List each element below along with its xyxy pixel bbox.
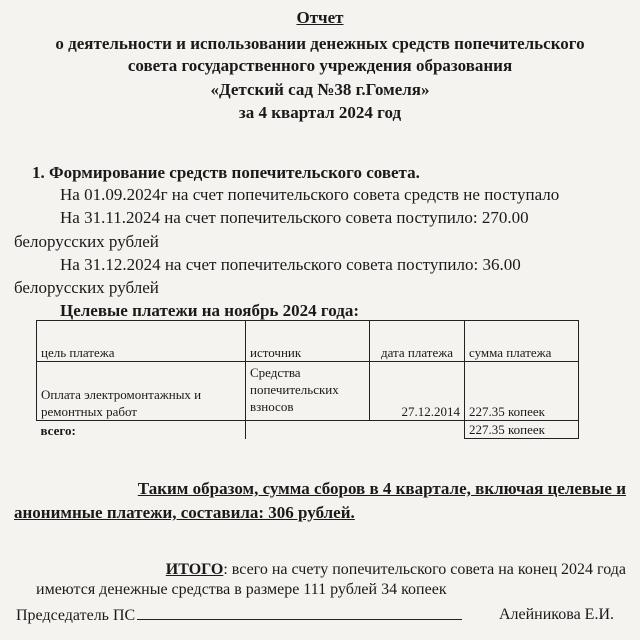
payments-table (36, 320, 579, 439)
header-purpose: цель платежа (37, 321, 246, 362)
table-total-row (37, 421, 579, 439)
signature-role: Председатель ПС (16, 607, 136, 624)
header-source: источник (246, 321, 370, 362)
paragraph-2-line-2: белорусских рублей (14, 232, 159, 251)
summary-line-2: анонимные платежи, составила: 306 рублей. (14, 503, 355, 522)
header-amount: сумма платежа (465, 321, 579, 362)
title-line-2: о деятельности и использовании денежных средств попечительского (55, 34, 585, 53)
table-header-row (37, 321, 579, 362)
title-line-4: «Детский сад №38 г.Гомеля» (210, 80, 430, 99)
cell-source: Средства попечительских взносов (246, 362, 370, 421)
signature-name: Алейникова Е.И. (498, 606, 614, 623)
total-empty-source (246, 421, 370, 439)
summary-line-1: Таким образом, сумма сборов в 4 квартале, включая целевые и (137, 479, 626, 498)
itogo-label: ИТОГО (165, 561, 224, 578)
itogo-line-1 (14, 560, 626, 580)
header-date: дата платежа (370, 321, 465, 362)
signature-underline (137, 605, 462, 620)
total-amount: 227.35 копеек (465, 421, 579, 439)
itogo-line-2: имеются денежные средства в размере 111 рублей 34 копеек (36, 581, 447, 598)
title-line-5: за 4 квартал 2024 год (238, 103, 402, 122)
itogo-text: : всего на счету попечительского совета на конец 2024 года (223, 561, 626, 578)
title-line-3: совета государственного учреждения образования (127, 56, 513, 75)
title-report-word: Отчет (296, 8, 344, 27)
table-row (37, 362, 579, 421)
signature-line (16, 605, 616, 626)
cell-amount: 227.35 копеек (465, 362, 579, 421)
cell-purpose: Оплата электромонтажных и ремонтных работ (37, 362, 246, 421)
paragraph-3-line-2: белорусских рублей (14, 278, 159, 297)
paragraph-3-line-1: На 31.12.2024 на счет попечительского совета поступило: 36.00 (60, 255, 521, 274)
paragraph-2-line-1: На 31.11.2024 на счет попечительского совета поступило: 270.00 (60, 208, 529, 227)
itogo-paragraph (14, 560, 626, 600)
paragraph-1: На 01.09.2024г на счет попечительского совета средств не поступало (60, 185, 560, 204)
total-empty-date (370, 421, 465, 439)
section-1-heading: 1. Формирование средств попечительского совета. (32, 163, 420, 182)
summary-paragraph (14, 477, 626, 525)
target-payments-heading: Целевые платежи на ноябрь 2024 года: (60, 301, 359, 320)
total-label: всего: (37, 421, 246, 439)
cell-date: 27.12.2014 (370, 362, 465, 421)
